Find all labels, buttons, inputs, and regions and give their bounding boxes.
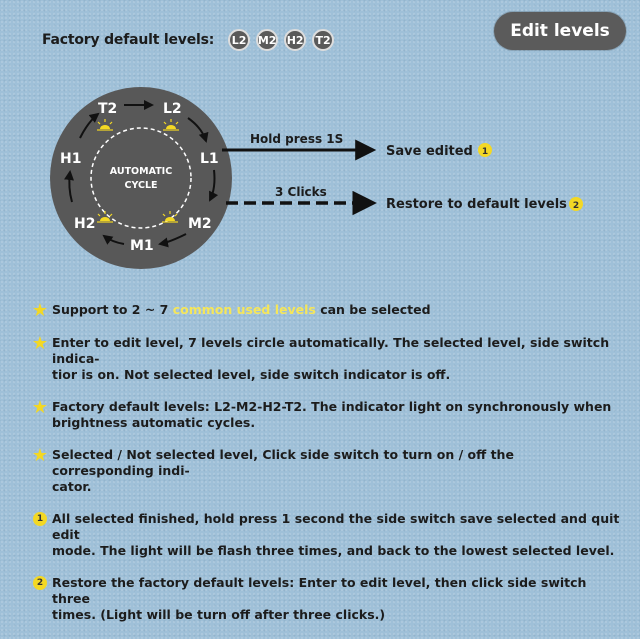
note-text: Restore the factory default levels: Enter to edit level, then click side switch three bbox=[52, 575, 587, 606]
default-level-badges bbox=[222, 29, 334, 51]
badge-l2: L2 bbox=[228, 29, 250, 51]
edit-levels-button[interactable]: Edit levels bbox=[494, 12, 626, 50]
level-l1: L1 bbox=[200, 151, 219, 167]
note-item bbox=[30, 399, 620, 431]
note-item bbox=[30, 302, 620, 319]
note-item bbox=[30, 447, 620, 495]
number-two-icon: 2 bbox=[33, 576, 47, 590]
note-text: cator. bbox=[52, 479, 92, 494]
note-text: Enter to edit level, 7 levels circle automatically. The selected level, side switch indica- bbox=[52, 335, 610, 366]
star-icon: ★ bbox=[31, 300, 49, 321]
star-icon: ★ bbox=[31, 445, 49, 466]
factory-defaults-header bbox=[42, 29, 334, 51]
number-one-icon: 1 bbox=[33, 512, 47, 526]
badge-h2: H2 bbox=[284, 29, 306, 51]
level-h1: H1 bbox=[60, 151, 82, 167]
note-text: tior is on. Not selected level, side switch indicator is off. bbox=[52, 367, 451, 382]
note-text: can be selected bbox=[315, 302, 431, 317]
level-m2: M2 bbox=[188, 216, 212, 232]
note-text: Support to 2 ~ 7 bbox=[52, 302, 173, 317]
note-text: times. (Light will be turn off after three clicks.) bbox=[52, 607, 386, 622]
notes-list bbox=[30, 302, 620, 639]
note-text: All selected finished, hold press 1 second the side switch save selected and quit edit bbox=[52, 511, 620, 542]
note-text: Selected / Not selected level, Click side switch to turn on / off the corresponding indi- bbox=[52, 447, 514, 478]
note-item bbox=[30, 335, 620, 383]
level-m1: M1 bbox=[130, 238, 154, 254]
badge-t2: T2 bbox=[312, 29, 334, 51]
note-text: Factory default levels: L2-M2-H2-T2. The indicator light on synchronously when bbox=[52, 399, 612, 414]
star-icon: ★ bbox=[31, 333, 49, 354]
note-text: brightness automatic cycles. bbox=[52, 415, 256, 430]
badge-m2: M2 bbox=[256, 29, 278, 51]
header-title: Factory default levels: bbox=[42, 32, 215, 48]
star-icon: ★ bbox=[31, 397, 49, 418]
note-highlight: common used levels bbox=[172, 302, 316, 317]
restore-number: 2 bbox=[572, 201, 580, 211]
three-clicks-label: 3 Clicks bbox=[275, 185, 327, 199]
level-l2: L2 bbox=[163, 101, 182, 117]
level-h2: H2 bbox=[74, 216, 96, 232]
note-item bbox=[30, 511, 620, 559]
save-edited-label: Save edited bbox=[386, 144, 473, 159]
restore-default-label: Restore to default levels bbox=[386, 197, 567, 212]
save-number: 1 bbox=[481, 147, 489, 157]
hold-press-label: Hold press 1S bbox=[250, 132, 344, 146]
note-text: mode. The light will be flash three times, and back to the lowest selected level. bbox=[52, 543, 615, 558]
level-t2: T2 bbox=[98, 101, 118, 117]
center-label-line2: CYCLE bbox=[124, 180, 158, 191]
cycle-diagram bbox=[0, 80, 640, 280]
center-label-line1: AUTOMATIC bbox=[109, 166, 173, 177]
